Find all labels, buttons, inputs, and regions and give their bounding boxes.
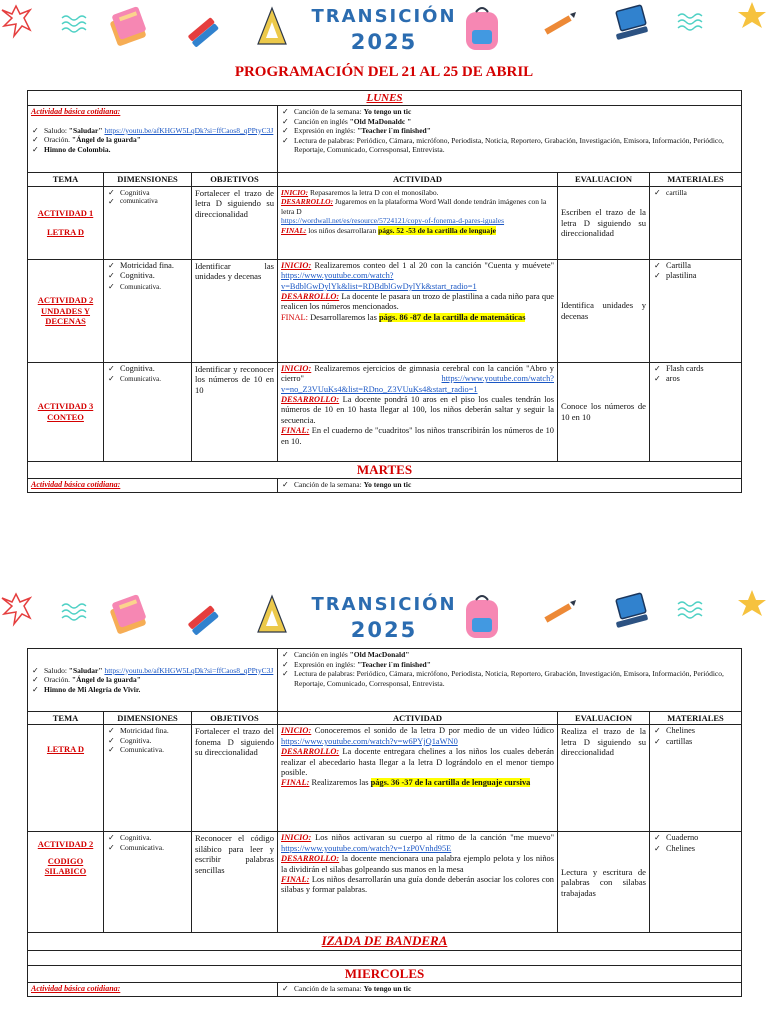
daily-activity-row xyxy=(28,983,742,996)
daily-activity-label: Actividad básica cotidiana: xyxy=(31,107,121,117)
daily-right-list xyxy=(281,650,738,688)
list-item: ✓ cartillas xyxy=(666,737,738,747)
objetivo-cell: Fortalecer el trazo de letra D siguiendo su direccionalidad xyxy=(192,186,278,259)
banner-title-line1: TRANSICIÓN xyxy=(311,594,457,615)
daily-item: ✓ Saludo: "Saludar" https://youtu.be/afKHGW5LqDk?si=ffCaos8_qPPtyC3J xyxy=(44,126,274,136)
daily-right-list xyxy=(281,107,738,155)
evaluacion-cell: Escriben el trazo de la letra D siguiendo su direccionalidad xyxy=(558,186,650,259)
materiales-cell xyxy=(650,259,742,362)
dims-cell xyxy=(104,362,192,461)
daily-item: ✓ Lectura de palabras: Periódico, Cámara, micrófono, Periodista, Noticia, Reportero, Grabación, Investigación, Emisora, Información, Periódico, Reportaje, Comunicado, Corresponsal, Entrevista. xyxy=(294,669,738,688)
laptop-icon xyxy=(610,592,652,632)
objetivo-cell: Identificar y reconocer los números de 10 en 10 xyxy=(192,362,278,461)
list-item: ✓ plastilina xyxy=(666,271,738,281)
daily-left-list xyxy=(31,666,274,695)
daily-activity-row xyxy=(28,106,742,173)
banner-title-line1: TRANSICIÓN xyxy=(311,6,457,27)
daily-item: ✓ Canción en inglés "Old MacDonald" xyxy=(294,650,738,660)
tema-cell: LETRA D xyxy=(28,725,104,832)
day-header-miercoles: MIERCOLES xyxy=(28,965,742,982)
objetivo-cell: Reconocer el código silábico para leer y escribir palabras sencillas xyxy=(192,832,278,933)
header-objetivos: OBJETIVOS xyxy=(192,173,278,186)
star-icon xyxy=(736,0,768,32)
daily-item: ✓ Expresión en inglés: "Teacher i´m finished" xyxy=(294,660,738,670)
objetivo-cell: Identificar las unidades y decenas xyxy=(192,259,278,362)
table-header-row xyxy=(28,712,742,725)
daily-item: ✓ Himno de Colombia. xyxy=(44,145,274,155)
list-item: ✓ Chelines xyxy=(666,844,738,854)
header-tema: TEMA xyxy=(28,173,104,186)
daily-item: ✓ Expresión en inglés: "Teacher i´m finished" xyxy=(294,126,738,136)
list-item: ✓ Chelines xyxy=(666,726,738,736)
list-item: ✓ Cuaderno xyxy=(666,833,738,843)
list-item: ✓ Motricidad fina. xyxy=(120,726,188,736)
table-row xyxy=(28,362,742,461)
daily-activity-label: Actividad básica cotidiana: xyxy=(31,984,121,994)
header-actividad: ACTIVIDAD xyxy=(278,712,558,725)
dims-cell xyxy=(104,832,192,933)
daily-item: ✓ Canción de la semana: Yo tengo un tic xyxy=(294,480,738,490)
actividad-cell: INICIO: Repasaremos la letra D con el monosílabo. DESARROLLO: Jugaremos en la plataforma Word Wall donde tendrán imágenes con la letra D https://wordwall.net/es/resource/5724121/copy-of-fonema-d-pares-iguales FINAL: los niños desarrollaran págs. 52 -53 de la cartilla de lenguaje xyxy=(278,186,558,259)
dims-cell xyxy=(104,186,192,259)
pencil-icon xyxy=(540,10,580,40)
daily-item: ✓ Oración. "Ángel de la guarda" xyxy=(44,135,274,145)
backpack-icon xyxy=(460,2,504,54)
daily-activity-row xyxy=(28,479,742,492)
izada-header: IZADA DE BANDERA xyxy=(28,933,742,950)
list-item: ✓ Cognitiva. xyxy=(120,833,188,843)
daily-item: ✓ Himno de Mi Alegría de Vivir. xyxy=(44,685,274,695)
video-link[interactable]: https://youtu.be/afKHGW5LqDk?si=ffCaos8_qPPtyC3J xyxy=(104,665,274,675)
star-icon xyxy=(736,588,768,620)
header-materiales: MATERIALES xyxy=(650,173,742,186)
materiales-cell xyxy=(650,725,742,832)
daily-item: ✓ Saludo: "Saludar" https://youtu.be/afKHGW5LqDk?si=ffCaos8_qPPtyC3J xyxy=(44,666,274,676)
list-item: ✓ cartilla xyxy=(666,188,738,198)
header-objetivos: OBJETIVOS xyxy=(192,712,278,725)
list-item: ✓ Flash cards xyxy=(666,364,738,374)
dims-cell xyxy=(104,725,192,832)
laptop-icon xyxy=(610,4,652,44)
header-evaluacion: EVALUACION xyxy=(558,712,650,725)
table-row xyxy=(28,259,742,362)
actividad-cell: INICIO: Realizaremos ejercicios de gimnasia cerebral con la canción "Abro y cierro" https://www.youtube.com/watch?v=no_Z3VUuKs4&list=RDno_Z3VUuKs4&start_radio=1 DESARROLLO: La docente pondrá 10 aros en el piso los cuales tendrán los números de 10 en 10 hasta llegar al 100, los niños deberán saltar y seguir la secuencia. FINAL: En el cuaderno de "cuadritos" los niños transcribirán los números de 10 en 10. xyxy=(278,362,558,461)
youtube-link[interactable]: https://www.youtube.com/watch?v=1zP0Vnhd95E xyxy=(281,843,452,853)
objetivo-cell: Fortalecer el trazo del fonema D siguiendo su direccionalidad xyxy=(192,725,278,832)
schedule-table-lunes xyxy=(27,90,742,493)
daily-activity-row xyxy=(28,649,742,712)
backpack-icon xyxy=(460,590,504,642)
daily-item: ✓ Canción de la semana: Yo tengo un tic xyxy=(294,107,738,117)
youtube-link[interactable]: https://www.youtube.com/watch?v=no_Z3VUuKs4&list=RDno_Z3VUuKs4&start_radio=1 xyxy=(281,374,554,394)
header-evaluacion: EVALUACION xyxy=(558,173,650,186)
materiales-cell xyxy=(650,362,742,461)
evaluacion-cell: Realiza el trazo de la letra D siguiendo su direccionalidad xyxy=(558,725,650,832)
table-row xyxy=(28,725,742,832)
table-header-row xyxy=(28,173,742,186)
youtube-link[interactable]: https://www.youtube.com/watch?v=BdblGwDylYk&list=RDBdblGwDylYk&start_radio=1 xyxy=(281,271,477,291)
list-item: ✓ Comunicativa. xyxy=(120,843,188,853)
table-row xyxy=(28,186,742,259)
day-header-martes: MARTES xyxy=(28,461,742,478)
day-header-lunes: LUNES xyxy=(28,91,742,106)
header-dimensiones: DIMENSIONES xyxy=(104,173,192,186)
list-item: ✓ Cognitiva. xyxy=(120,736,188,746)
banner xyxy=(0,0,768,58)
list-item: ✓ Comunicativa. xyxy=(120,745,188,755)
video-link[interactable]: https://youtu.be/afKHGW5LqDk?si=ffCaos8_qPPtyC3J xyxy=(104,125,274,135)
daily-item: ✓ Lectura de palabras: Periódico, Cámara, micrófono, Periodista, Noticia, Reportero, Grabación, Investigación, Emisora, Información, Periódico, Reportaje, Comunicado, Corresponsal, Entrevista. xyxy=(294,136,738,155)
list-item: ✓ Cognitiva. xyxy=(120,364,188,374)
list-item: ✓ aros xyxy=(666,374,738,384)
daily-activity-label: Actividad básica cotidiana: xyxy=(31,480,121,490)
evaluacion-cell: Conoce los números de 10 en 10 xyxy=(558,362,650,461)
actividad-cell: INICIO: Realizaremos conteo del 1 al 20 con la canción "Cuenta y muévete" https://www.youtube.com/watch?v=BdblGwDylYk&list=RDBdblGwDylYk&start_radio=1 DESARROLLO: La docente le pasara un trozo de plastilina a cada niño para que realicen los números mencionados. FINAL: Desarrollaremos las págs. 86 -87 de la cartilla de matemáticas xyxy=(278,259,558,362)
header-actividad: ACTIVIDAD xyxy=(278,173,558,186)
daily-item: ✓ Oración. "Ángel de la guarda" xyxy=(44,675,274,685)
evaluacion-cell: Lectura y escritura de palabras con silabas trabajadas xyxy=(558,832,650,933)
banner-title-line2: 2025 xyxy=(350,30,418,54)
materiales-cell xyxy=(650,186,742,259)
daily-item: ✓ Canción en inglés "Old MaDonaldc " xyxy=(294,117,738,127)
actividad-cell: INICIO: Los niños activaran su cuerpo al ritmo de la canción "me muevo" https://www.youtube.com/watch?v=1zP0Vnhd95E DESARROLLO: la docente mencionara una palabra ejemplo pelota y los niños la dividirán el silabas golpeando sus manos en la mesa FINAL: Los niños desarrollarán una guía donde deberán asociar los colores con silabas y formar palabras. xyxy=(278,832,558,933)
tema-cell: ACTIVIDAD 3 CONTEO xyxy=(28,362,104,461)
list-item: ✓ Comunicativa. xyxy=(120,374,188,384)
wordwall-link[interactable]: https://wordwall.net/es/resource/5724121/copy-of-fonema-d-pares-iguales xyxy=(281,216,505,226)
banner xyxy=(0,588,768,646)
table-row xyxy=(28,832,742,933)
header-tema: TEMA xyxy=(28,712,104,725)
actividad-cell: INICIO: Conoceremos el sonido de la letra D por medio de un video lúdico https://www.youtube.com/watch?v=w6PYjQ1aWN0 DESARROLLO: La docente entregara chelines a los niños los cuales deberán realizar el abecedario hasta llegar a la letra D lográndolo en el menor tiempo posible. FINAL: Realizaremos las págs. 36 -37 de la cartilla de lenguaje cursiva xyxy=(278,725,558,832)
program-title: PROGRAMACIÓN DEL 21 AL 25 DE ABRIL xyxy=(234,64,534,80)
schedule-table-martes xyxy=(27,648,742,997)
daily-left-list xyxy=(31,126,274,155)
tema-cell: ACTIVIDAD 2 UNDADES Y DECENAS xyxy=(28,259,104,362)
header-materiales: MATERIALES xyxy=(650,712,742,725)
list-item: ✓ Cognitiva xyxy=(120,188,188,198)
list-item: ✓ Cognitiva. xyxy=(120,271,188,281)
wave-icon xyxy=(676,596,704,620)
evaluacion-cell: Identifica unidades y decenas xyxy=(558,259,650,362)
banner-title-line2: 2025 xyxy=(350,618,418,642)
tema-cell: ACTIVIDAD 2 CODIGO SILABICO xyxy=(28,832,104,933)
youtube-link[interactable]: https://www.youtube.com/watch?v=w6PYjQ1aWN0 xyxy=(281,736,458,746)
pencil-icon xyxy=(540,598,580,628)
list-item: ✓ Comunicativa. xyxy=(120,282,188,292)
page-2 xyxy=(0,588,768,1024)
tema-cell: ACTIVIDAD 1 LETRA D xyxy=(28,186,104,259)
wave-icon xyxy=(676,8,704,32)
list-item: ✓ Motricidad fina. xyxy=(120,261,188,271)
materiales-cell xyxy=(650,832,742,933)
daily-item: ✓ Canción de la semana: Yo tengo un tic xyxy=(294,984,738,994)
dims-cell xyxy=(104,259,192,362)
list-item: ✓ comunicativa xyxy=(120,197,188,207)
list-item: ✓ Cartilla xyxy=(666,261,738,271)
header-dimensiones: DIMENSIONES xyxy=(104,712,192,725)
